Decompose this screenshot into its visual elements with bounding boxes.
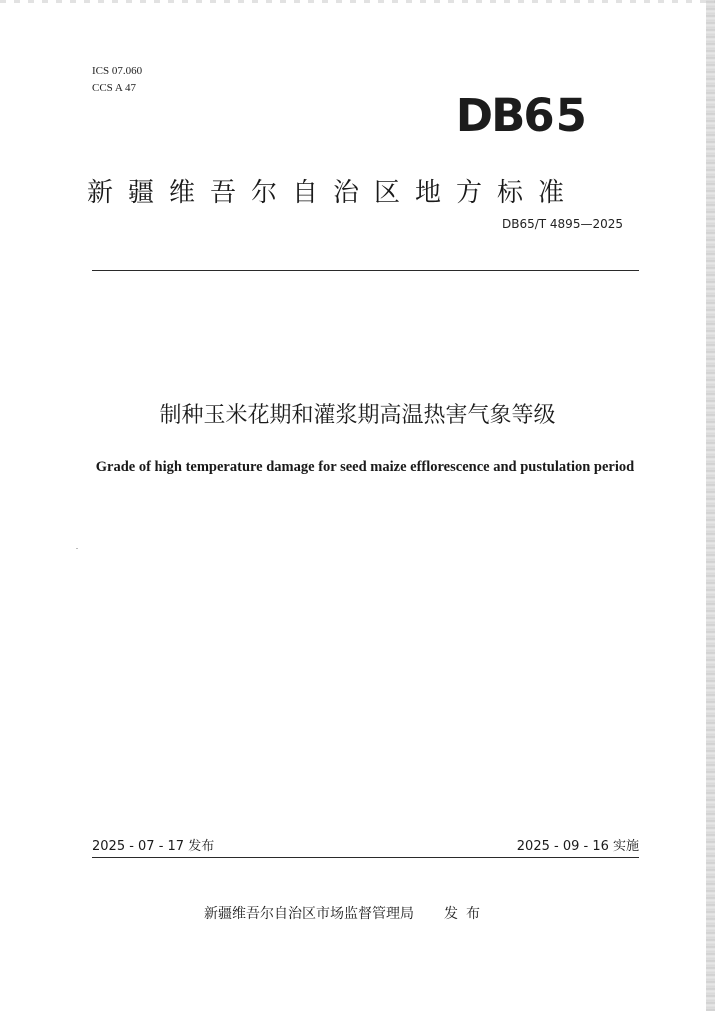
- db65-logo: [456, 91, 588, 141]
- standard-number: DB65/T 4895—2025: [501, 217, 623, 231]
- scan-right-edge: [706, 0, 715, 1011]
- top-divider: [92, 270, 639, 271]
- bottom-divider: [92, 857, 639, 858]
- issuer-line: [204, 904, 488, 924]
- ccs-code: CCS A 47: [92, 82, 137, 94]
- issuer-action: 发布: [444, 906, 488, 922]
- title-english: Grade of high temperature damage for seed maize efflorescence and pustulation period: [95, 459, 635, 475]
- ics-code: ICS 07.060: [92, 65, 143, 77]
- scan-speck: [76, 548, 78, 549]
- implementation-date: 2025 - 09 - 16 实施: [516, 839, 639, 854]
- release-date: 2025 - 07 - 17 发布: [92, 839, 215, 854]
- standard-type-heading: 新疆维吾尔自治区地方标准: [87, 178, 580, 208]
- logo-prefix: DB: [455, 89, 524, 142]
- issuer-name: 新疆维吾尔自治区市场监督管理局: [204, 906, 414, 922]
- scan-top-edge: [0, 0, 715, 3]
- logo-number: 65: [523, 89, 588, 142]
- title-chinese: 制种玉米花期和灌浆期高温热害气象等级: [159, 403, 556, 428]
